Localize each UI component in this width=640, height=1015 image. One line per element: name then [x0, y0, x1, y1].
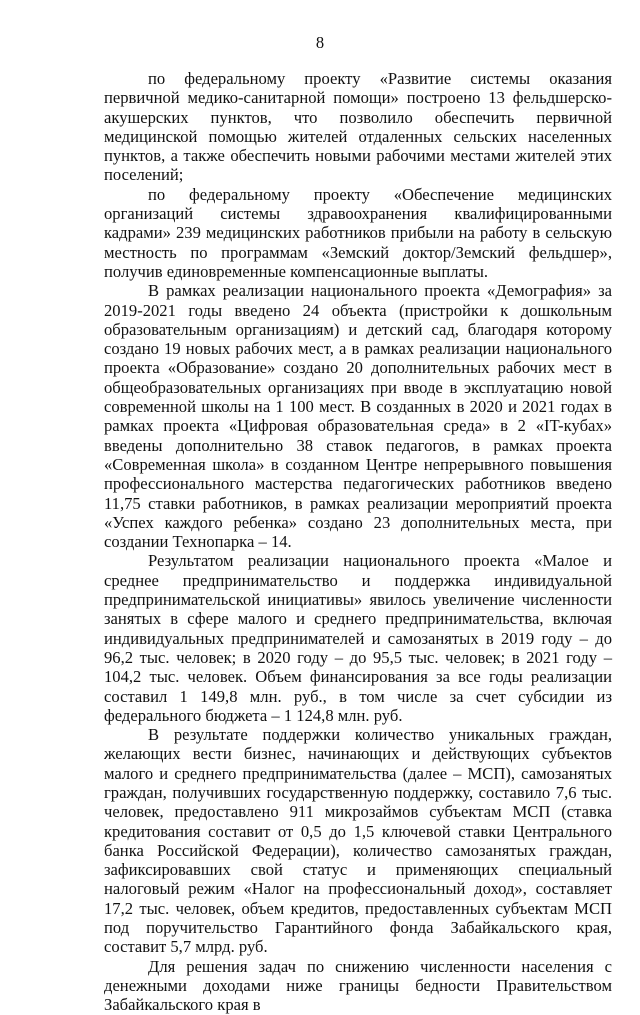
- page-number: 8: [315, 33, 325, 52]
- paragraph-small-business-results: Результатом реализации национального проекта «Малое и среднее предпринимательство и поддержка индивидуальной предпринимательской инициативы» явилось увеличение численности занятых в сфере малого и среднего предпринимательства, включая индивидуальных предпринимателей и самозанятых в 2019 году – до 96,2 тыс. человек; в 2020 году – до 95,5 тыс. человек; в 2021 году – 104,2 тыс. человек. Объем финансирования за все годы реализации составил 1 149,8 млн. руб., в том числе за счет субсидии из федерального бюджета – 1 124,8 млн. руб.: [104, 551, 612, 725]
- paragraph-poverty-reduction: Для решения задач по снижению численности населения с денежными доходами ниже границы бедности Правительством Забайкальского края в: [104, 956, 612, 1015]
- paragraph-business-support: В результате поддержки количество уникальных граждан, желающих вести бизнес, начинающих и действующих субъектов малого и среднего предпринимательства (далее – МСП), самозанятых граждан, получивших государственную поддержку, составило 7,6 тыс. человек, предоставлено 911 микрозаймов субъектам МСП (ставка кредитования составит от 0,5 до 1,5 ключевой ставки Центрального банка Российской Федерации), количество самозанятых граждан, зафиксировавших свой статус и применяющих специальный налоговый режим «Налог на профессиональный доход», составляет 17,2 тыс. человек, объем кредитов, предоставленных субъектам МСП под поручительство Гарантийного фонда Забайкальского края, составит 5,7 млрд. руб.: [104, 725, 612, 957]
- paragraph-primary-care-project: по федеральному проекту «Развитие системы оказания первичной медико-санитарной помощи» построено 13 фельдшерско-акушерских пунктов, что позволило обеспечить первичной медицинской помощью жителей отдаленных сельских населенных пунктов, а также обеспечить новыми рабочими местами жителей этих поселений;: [104, 69, 612, 185]
- paragraph-medical-staff-project: по федеральному проекту «Обеспечение медицинских организаций системы здравоохранения квалифицированными кадрами» 239 медицинских работников прибыли на работу в сельскую местность по программам «Земский доктор/Земский фельдшер», получив единовременные компенсационные выплаты.: [104, 184, 612, 281]
- paragraph-demography-education: В рамках реализации национального проекта «Демография» за 2019-2021 годы введено 24 объекта (пристройки к дошкольным образовательным организациям) и детский сад, благодаря которому создано 19 новых рабочих мест, а в рамках реализации национального проекта «Образование» создано 20 дополнительных рабочих мест в общеобразовательных организациях при вводе в эксплуатацию новой современной школы на 1 100 мест. В созданных в 2020 и 2021 годах в рамках проекта «Цифровая образовательная среда» в 2 «IT-кубах» введены дополнительно 38 ставок педагогов, в рамках проекта «Современная школа» в созданном Центре непрерывного повышения профессионального мастерства педагогических работников введено 11,75 ставки работников, в рамках реализации мероприятий проекта «Успех каждого ребенка» создано 23 дополнительных места, при создании Технопарка – 14.: [104, 281, 612, 552]
- document-body: [104, 69, 612, 1015]
